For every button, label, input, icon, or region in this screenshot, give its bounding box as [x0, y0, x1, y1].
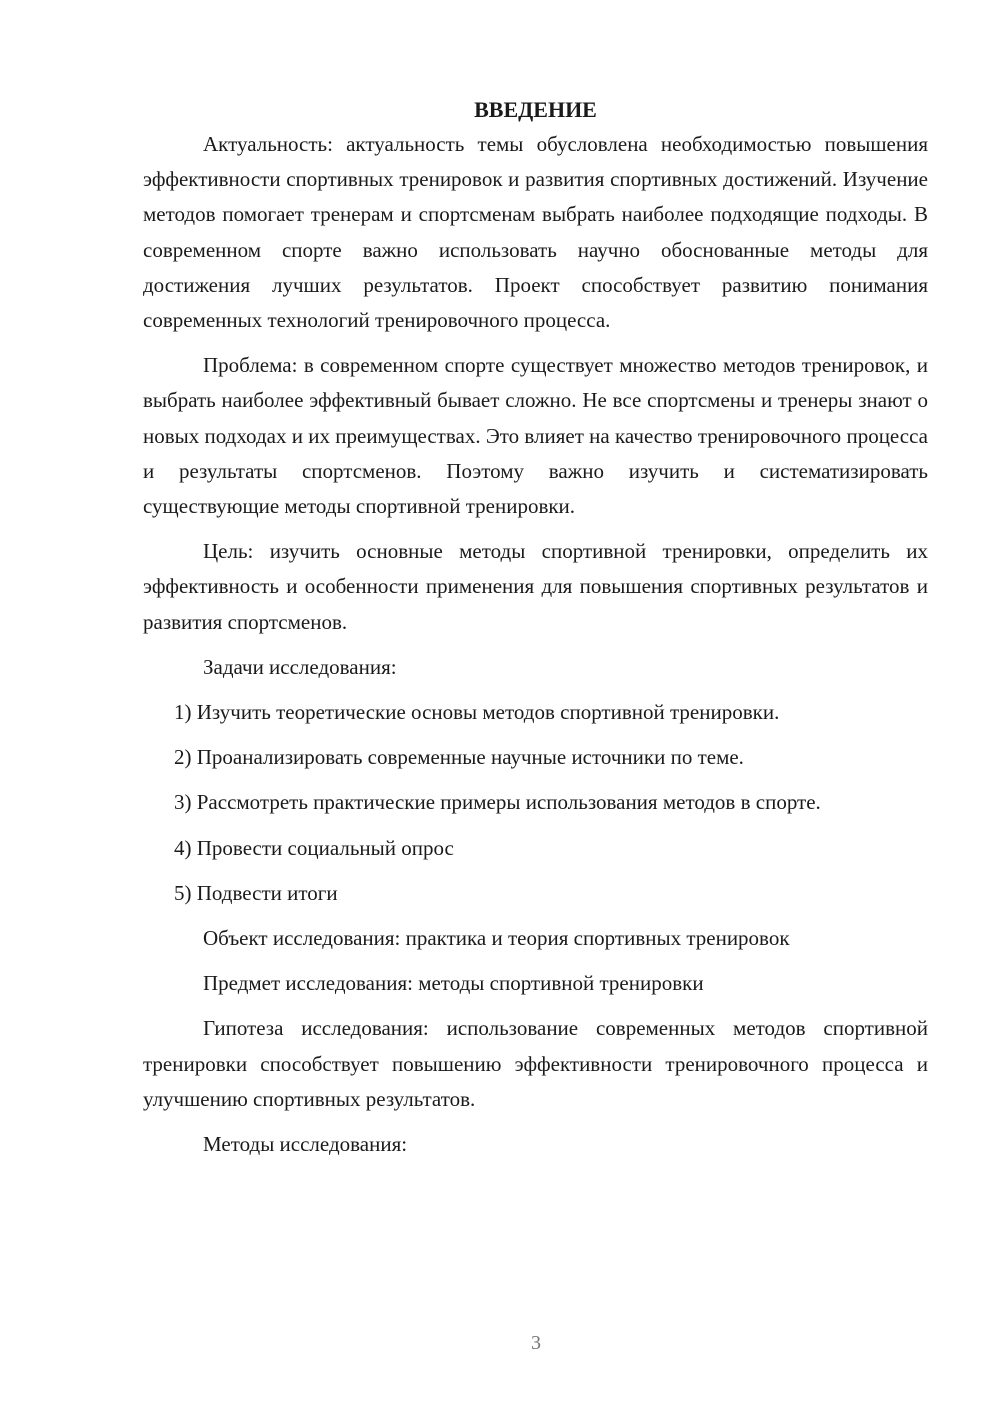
paragraph-goal: Цель: изучить основные методы спортивной тренировки, определить их эффективность и особенности применения для повышения спортивных результатов и развития спортсменов. — [143, 539, 928, 634]
document-page — [143, 95, 928, 1172]
task-item-3: 3) Рассмотреть практические примеры использования методов в спорте. — [174, 790, 821, 815]
paragraph-object: Объект исследования: практика и теория спортивных тренировок — [203, 926, 790, 951]
page-number: 3 — [531, 1332, 541, 1354]
paragraph-subject: Предмет исследования: методы спортивной тренировки — [203, 971, 704, 996]
task-item-5: 5) Подвести итоги — [174, 880, 338, 905]
section-title: ВВЕДЕНИЕ — [474, 97, 597, 122]
task-item-1: 1) Изучить теоретические основы методов спортивной тренировки. — [174, 700, 780, 725]
tasks-heading: Задачи исследования: — [203, 654, 397, 679]
paragraph-problem: Проблема: в современном спорте существует множество методов тренировок, и выбрать наиболее эффективный бывает сложно. Не все спортсмены и тренеры знают о новых подходах и их преимуществах. Это влияет на качество тренировочного процесса и результаты спортсменов. Поэтому важно изучить и систематизировать существующие методы спортивной тренировки. — [143, 353, 928, 519]
task-item-2: 2) Проанализировать современные научные источники по теме. — [174, 745, 744, 770]
methods-heading: Методы исследования: — [203, 1132, 408, 1157]
paragraph-relevance: Актуальность: актуальность темы обусловлена необходимостью повышения эффективности спортивных тренировок и развития спортивных достижений. Изучение методов помогает тренерам и спортсменам выбрать наиболее подходящие подходы. В современном спорте важно использовать научно обоснованные методы для достижения лучших результатов. Проект способствует развитию понимания современных технологий тренировочного процесса. — [143, 132, 928, 333]
task-item-4: 4) Провести социальный опрос — [174, 835, 454, 860]
paragraph-hypothesis: Гипотеза исследования: использование современных методов спортивной тренировки способствует повышению эффективности тренировочного процесса и улучшению спортивных результатов. — [143, 1016, 928, 1111]
